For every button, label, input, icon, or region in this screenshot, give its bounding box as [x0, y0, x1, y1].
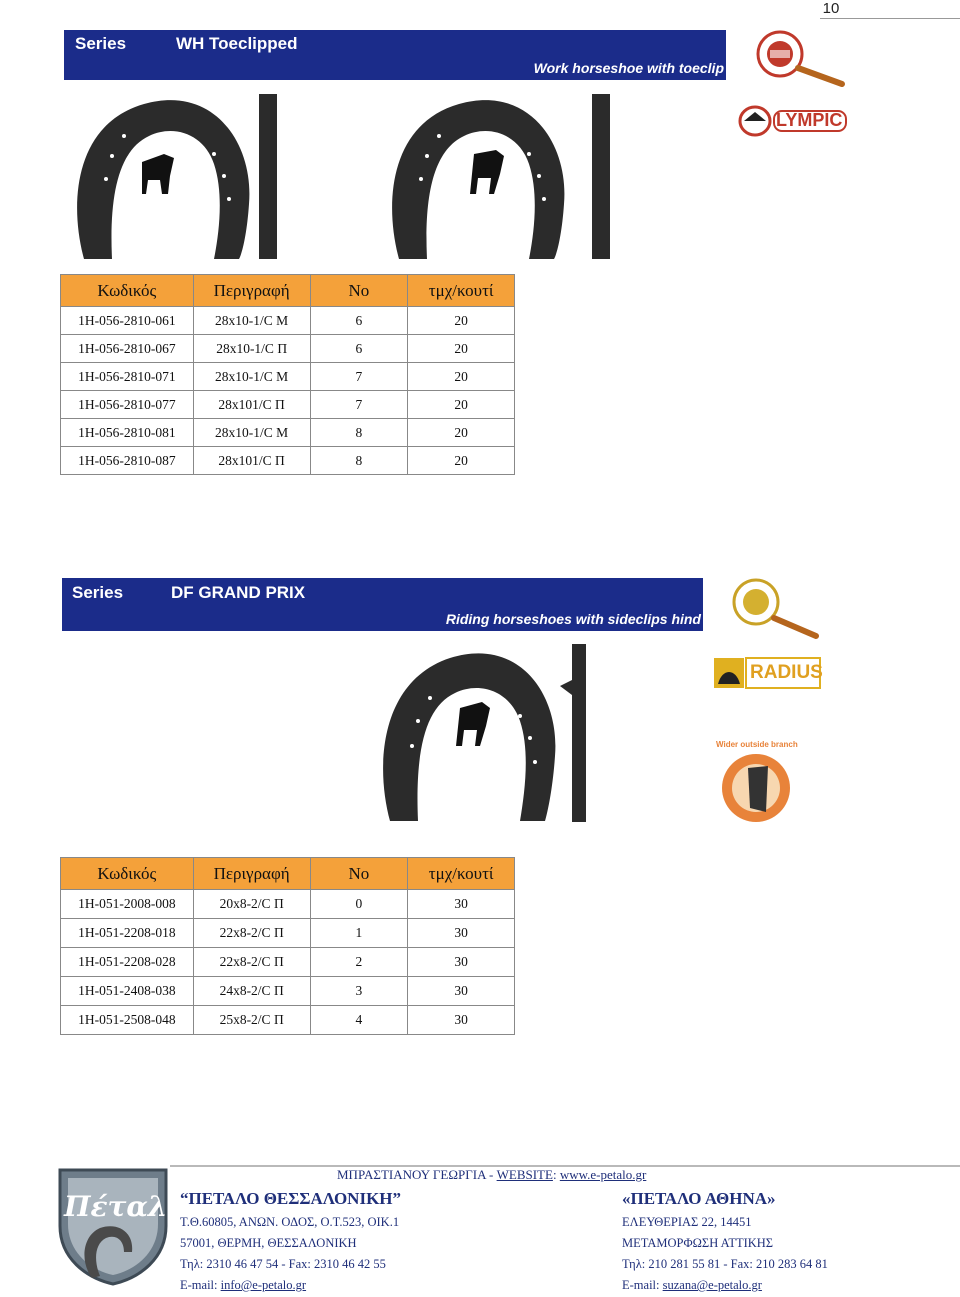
website-link[interactable]: www.e-petalo.gr — [559, 1167, 647, 1182]
website-colon: : — [552, 1167, 560, 1182]
cell-number: 0 — [310, 890, 408, 919]
cell-number: 3 — [310, 977, 408, 1006]
thessaloniki-address-1: Τ.Θ.60805, ΑΝΩΝ. ΟΔΟΣ, Ο.Τ.523, ΟΙΚ.1 — [180, 1215, 400, 1229]
series-name: WH Toeclipped — [176, 34, 298, 53]
table-row — [61, 447, 515, 475]
col-header-pcs-per-box: τμχ/κουτί — [408, 858, 515, 890]
cell-pcs: 30 — [408, 977, 515, 1006]
athens-phone: Τηλ: 210 281 55 81 - Fax: 210 283 64 81 — [622, 1257, 828, 1271]
cell-pcs: 20 — [408, 363, 515, 391]
website-label: WEBSITE — [496, 1167, 553, 1182]
table-row — [61, 363, 515, 391]
cell-pcs: 20 — [408, 335, 515, 363]
petalo-logo-text: Πέταλο — [64, 1190, 187, 1223]
thessaloniki-email-line — [180, 1278, 306, 1293]
cell-code: 1H-056-2810-061 — [61, 307, 194, 335]
cell-description: 24x8-2/C Π — [193, 977, 310, 1006]
cell-description: 25x8-2/C Π — [193, 1006, 310, 1035]
olympic-logo — [738, 104, 850, 138]
series-label: Series — [72, 583, 124, 602]
cell-description: 28x101/C Π — [193, 391, 310, 419]
page-number: 10 — [822, 0, 840, 17]
cell-number: 6 — [310, 335, 408, 363]
email-label: E-mail: — [180, 1278, 221, 1292]
cell-number: 8 — [310, 447, 408, 475]
cell-pcs: 20 — [408, 447, 515, 475]
cell-code: 1H-056-2810-081 — [61, 419, 194, 447]
cell-description: 20x8-2/C Π — [193, 890, 310, 919]
wh-spec-table — [60, 274, 515, 475]
series-banner-df — [62, 578, 703, 631]
table-row — [61, 890, 515, 919]
cell-pcs: 20 — [408, 307, 515, 335]
cell-code: 1H-051-2008-008 — [61, 890, 194, 919]
thessaloniki-phone: Τηλ: 2310 46 47 54 - Fax: 2310 46 42 55 — [180, 1257, 386, 1271]
cell-pcs: 30 — [408, 919, 515, 948]
table-row — [61, 977, 515, 1006]
quality-seal-logo — [740, 26, 850, 88]
table-header-row — [61, 858, 515, 890]
table-row — [61, 307, 515, 335]
thessaloniki-title: “ΠΕΤΑΛΟ ΘΕΣΣΑΛΟΝΙΚΗ” — [180, 1189, 402, 1208]
table-row — [61, 1006, 515, 1035]
series-banner-wh — [64, 30, 726, 80]
col-header-description: Περιγραφή — [193, 858, 310, 890]
cell-number: 7 — [310, 363, 408, 391]
col-header-number: No — [310, 275, 408, 307]
cell-number: 8 — [310, 419, 408, 447]
col-header-number: No — [310, 858, 408, 890]
wider-outside-branch-logo — [708, 738, 804, 830]
cell-description: 22x8-2/C Π — [193, 919, 310, 948]
athens-address-1: ΕΛΕΥΘΕΡΙΑΣ 22, 14451 — [622, 1215, 752, 1229]
table-row — [61, 391, 515, 419]
athens-email-link[interactable]: suzana@e-petalo.gr — [662, 1278, 762, 1292]
cell-code: 1H-056-2810-067 — [61, 335, 194, 363]
table-header-row — [61, 275, 515, 307]
olympic-logo-text: LYMPIC — [776, 110, 843, 130]
owner-separator: - — [485, 1167, 497, 1182]
cell-description: 28x10-1/C M — [193, 363, 310, 391]
cell-pcs: 30 — [408, 948, 515, 977]
cell-description: 28x10-1/C M — [193, 419, 310, 447]
cell-code: 1H-051-2208-018 — [61, 919, 194, 948]
cell-number: 1 — [310, 919, 408, 948]
cell-code: 1H-051-2408-038 — [61, 977, 194, 1006]
wider-logo-text: Wider outside branch — [716, 740, 798, 749]
footer-top-line — [337, 1167, 646, 1183]
table-row — [61, 335, 515, 363]
athens-email-line — [622, 1278, 762, 1293]
cell-description: 22x8-2/C Π — [193, 948, 310, 977]
series-tagline: Riding horseshoes with sideclips hind — [445, 611, 701, 627]
table-row — [61, 919, 515, 948]
email-label: E-mail: — [622, 1278, 663, 1292]
cell-number: 4 — [310, 1006, 408, 1035]
cell-code: 1H-056-2810-087 — [61, 447, 194, 475]
series-tagline: Work horseshoe with toeclip — [533, 60, 724, 76]
table-row — [61, 419, 515, 447]
cell-pcs: 20 — [408, 391, 515, 419]
cell-number: 7 — [310, 391, 408, 419]
radius-logo — [712, 654, 822, 692]
radius-logo-text: RADIUS — [750, 662, 823, 683]
cell-number: 6 — [310, 307, 408, 335]
owner-name: ΜΠΡΑΣΤΙΑΝΟΥ ΓΕΩΡΓΙΑ — [337, 1167, 486, 1182]
cell-pcs: 30 — [408, 1006, 515, 1035]
page-number-rule — [820, 18, 960, 19]
cell-pcs: 30 — [408, 890, 515, 919]
quality-seal-logo — [718, 574, 822, 640]
cell-pcs: 20 — [408, 419, 515, 447]
thessaloniki-email-link[interactable]: info@e-petalo.gr — [220, 1278, 307, 1292]
df-spec-table — [60, 857, 515, 1035]
cell-code: 1H-056-2810-071 — [61, 363, 194, 391]
col-header-description: Περιγραφή — [193, 275, 310, 307]
col-header-pcs-per-box: τμχ/κουτί — [408, 275, 515, 307]
series-label: Series — [75, 34, 127, 53]
table-row — [61, 948, 515, 977]
col-header-code: Κωδικός — [61, 275, 194, 307]
df-grand-prix-horseshoe-image — [340, 636, 640, 826]
athens-title: «ΠΕΤΑΛΟ ΑΘΗΝΑ» — [622, 1189, 776, 1208]
wh-toeclipped-horseshoe-image — [64, 84, 624, 264]
thessaloniki-address-2: 57001, ΘΕΡΜΗ, ΘΕΣΣΑΛΟΝΙΚΗ — [180, 1236, 357, 1250]
cell-code: 1H-051-2208-028 — [61, 948, 194, 977]
cell-code: 1H-056-2810-077 — [61, 391, 194, 419]
petalo-logo — [52, 1166, 187, 1286]
cell-number: 2 — [310, 948, 408, 977]
athens-address-2: ΜΕΤΑΜΟΡΦΩΣΗ ΑΤΤΙΚΗΣ — [622, 1236, 774, 1250]
cell-description: 28x10-1/C Π — [193, 335, 310, 363]
cell-code: 1H-051-2508-048 — [61, 1006, 194, 1035]
col-header-code: Κωδικός — [61, 858, 194, 890]
series-name: DF GRAND PRIX — [171, 583, 306, 602]
cell-description: 28x10-1/C M — [193, 307, 310, 335]
cell-description: 28x101/C Π — [193, 447, 310, 475]
